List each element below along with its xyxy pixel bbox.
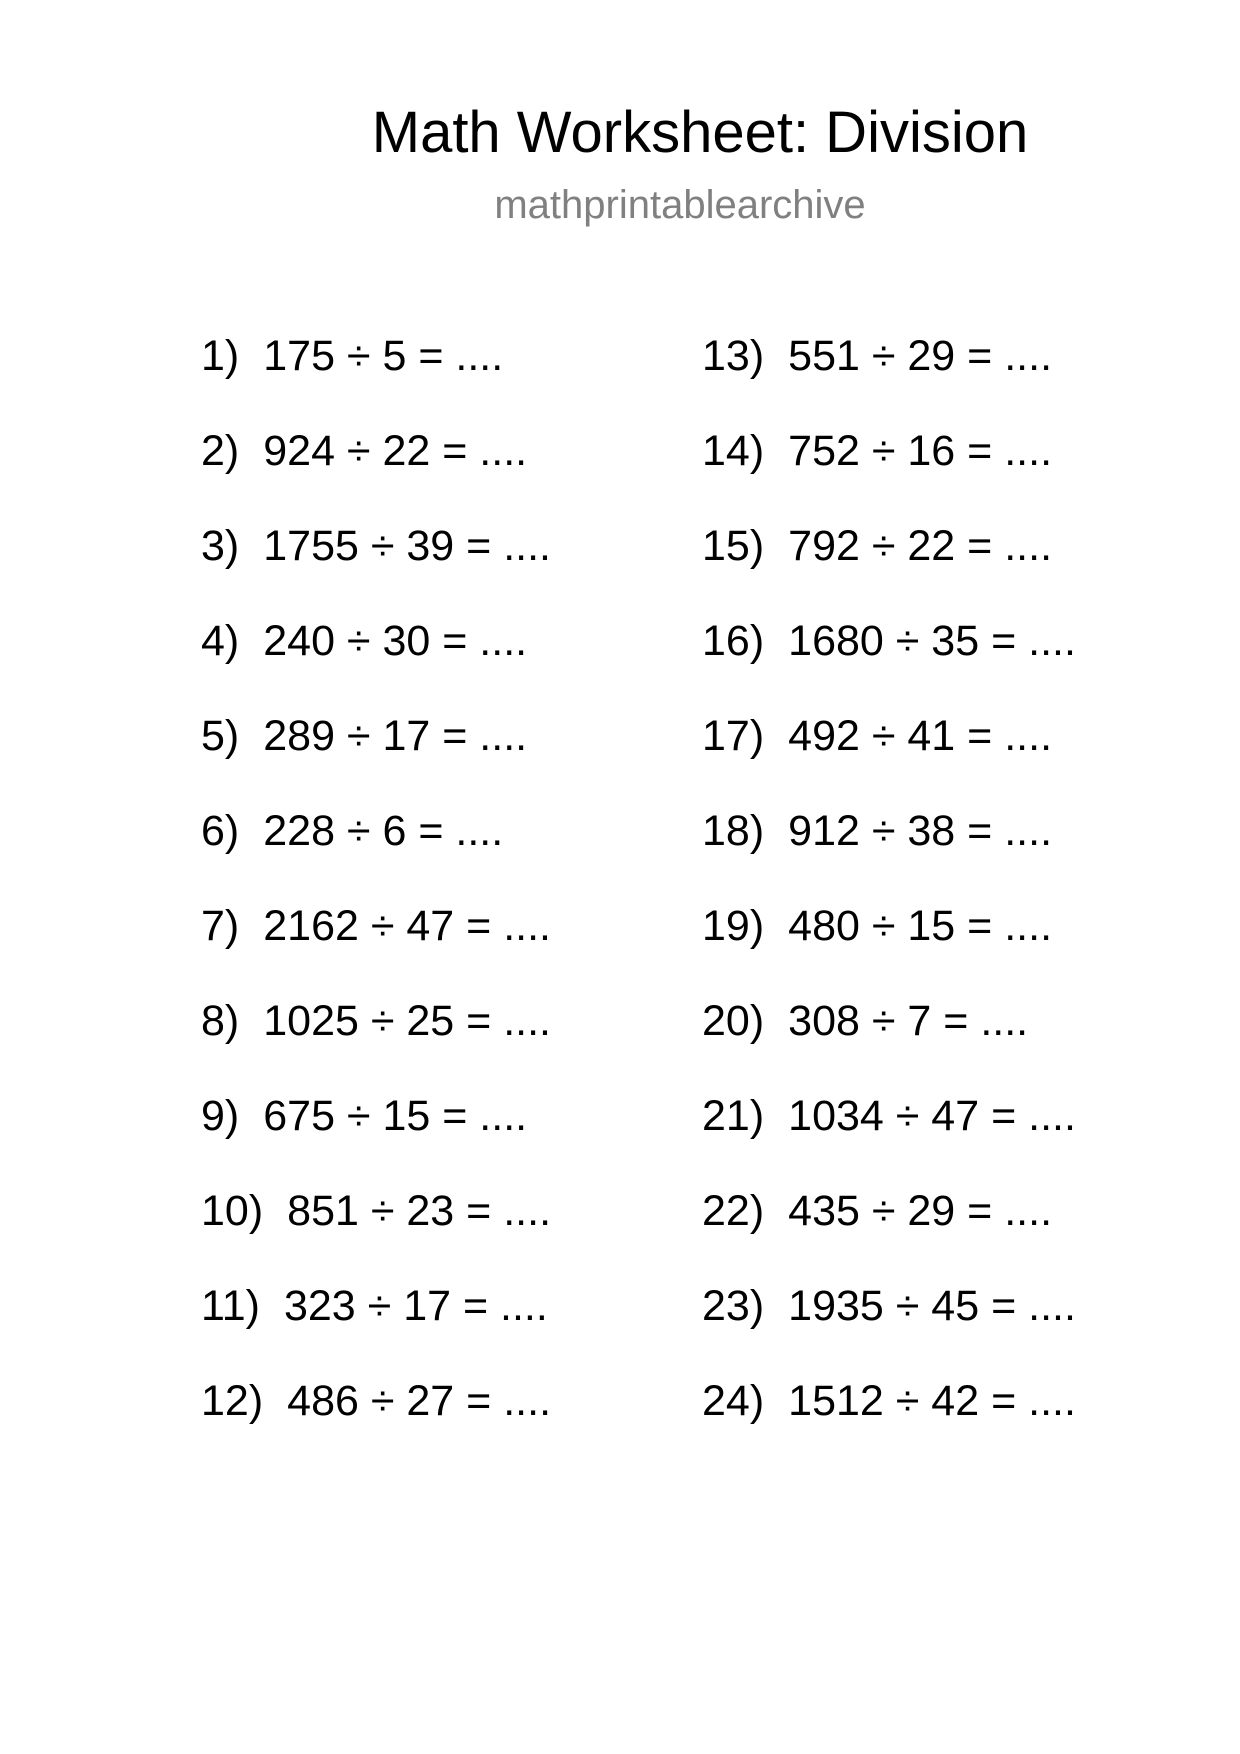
problem-number: 18) xyxy=(702,807,765,855)
problem-18 xyxy=(702,807,1222,905)
problem-number: 1) xyxy=(201,332,240,380)
problem-16 xyxy=(702,617,1222,715)
problem-number: 19) xyxy=(702,902,765,950)
problem-expression: 2162 ÷ 47 = .... xyxy=(263,902,552,950)
problem-13 xyxy=(702,332,1222,430)
problem-number: 11) xyxy=(201,1282,260,1330)
problem-number: 7) xyxy=(201,902,240,950)
problem-expression: 289 ÷ 17 = .... xyxy=(263,712,528,760)
problem-number: 16) xyxy=(702,617,765,665)
problem-number: 20) xyxy=(702,997,765,1045)
problem-number: 9) xyxy=(201,1092,240,1140)
problem-8 xyxy=(201,997,721,1095)
problem-number: 4) xyxy=(201,617,240,665)
problem-expression: 308 ÷ 7 = .... xyxy=(788,997,1029,1045)
page-title: Math Worksheet: Division xyxy=(371,100,1029,165)
problem-expression: 912 ÷ 38 = .... xyxy=(788,807,1053,855)
problem-expression: 792 ÷ 22 = .... xyxy=(788,522,1053,570)
problem-23 xyxy=(702,1282,1222,1380)
problem-number: 6) xyxy=(201,807,240,855)
problem-expression: 1935 ÷ 45 = .... xyxy=(788,1282,1076,1330)
problem-6 xyxy=(201,807,721,905)
problem-expression: 924 ÷ 22 = .... xyxy=(263,427,528,475)
problem-19 xyxy=(702,902,1222,1000)
problem-number: 3) xyxy=(201,522,240,570)
problem-expression: 435 ÷ 29 = .... xyxy=(788,1187,1053,1235)
page-subtitle: mathprintablearchive xyxy=(494,183,866,227)
problem-expression: 228 ÷ 6 = .... xyxy=(263,807,504,855)
problem-11 xyxy=(201,1282,721,1380)
problem-expression: 480 ÷ 15 = .... xyxy=(788,902,1053,950)
problem-number: 23) xyxy=(702,1282,765,1330)
problem-expression: 486 ÷ 27 = .... xyxy=(287,1377,552,1425)
problem-number: 21) xyxy=(702,1092,765,1140)
problem-column-right xyxy=(702,332,1222,1475)
problem-expression: 851 ÷ 23 = .... xyxy=(287,1187,552,1235)
problem-column-left xyxy=(201,332,721,1475)
problem-number: 22) xyxy=(702,1187,765,1235)
problem-3 xyxy=(201,522,721,620)
problem-expression: 675 ÷ 15 = .... xyxy=(263,1092,528,1140)
problem-12 xyxy=(201,1377,721,1475)
problem-expression: 240 ÷ 30 = .... xyxy=(263,617,528,665)
problem-5 xyxy=(201,712,721,810)
problem-15 xyxy=(702,522,1222,620)
problem-expression: 1034 ÷ 47 = .... xyxy=(788,1092,1076,1140)
problem-number: 17) xyxy=(702,712,765,760)
problem-14 xyxy=(702,427,1222,525)
problem-expression: 1512 ÷ 42 = .... xyxy=(788,1377,1076,1425)
problem-1 xyxy=(201,332,721,430)
problem-expression: 551 ÷ 29 = .... xyxy=(788,332,1053,380)
problem-21 xyxy=(702,1092,1222,1190)
problem-expression: 492 ÷ 41 = .... xyxy=(788,712,1053,760)
problem-7 xyxy=(201,902,721,1000)
problem-2 xyxy=(201,427,721,525)
problem-number: 5) xyxy=(201,712,240,760)
problem-22 xyxy=(702,1187,1222,1285)
problem-number: 10) xyxy=(201,1187,264,1235)
problem-expression: 1755 ÷ 39 = .... xyxy=(263,522,552,570)
problem-number: 8) xyxy=(201,997,240,1045)
problem-17 xyxy=(702,712,1222,810)
problem-number: 2) xyxy=(201,427,240,475)
problem-expression: 1680 ÷ 35 = .... xyxy=(788,617,1076,665)
problem-9 xyxy=(201,1092,721,1190)
problem-expression: 1025 ÷ 25 = .... xyxy=(263,997,552,1045)
problem-number: 24) xyxy=(702,1377,765,1425)
problem-24 xyxy=(702,1377,1222,1475)
problem-number: 12) xyxy=(201,1377,264,1425)
problem-10 xyxy=(201,1187,721,1285)
problem-number: 14) xyxy=(702,427,765,475)
problem-expression: 323 ÷ 17 = .... xyxy=(283,1282,548,1330)
problem-4 xyxy=(201,617,721,715)
problem-expression: 175 ÷ 5 = .... xyxy=(263,332,504,380)
problem-expression: 752 ÷ 16 = .... xyxy=(788,427,1053,475)
problem-20 xyxy=(702,997,1222,1095)
problem-number: 15) xyxy=(702,522,765,570)
problem-number: 13) xyxy=(702,332,765,380)
